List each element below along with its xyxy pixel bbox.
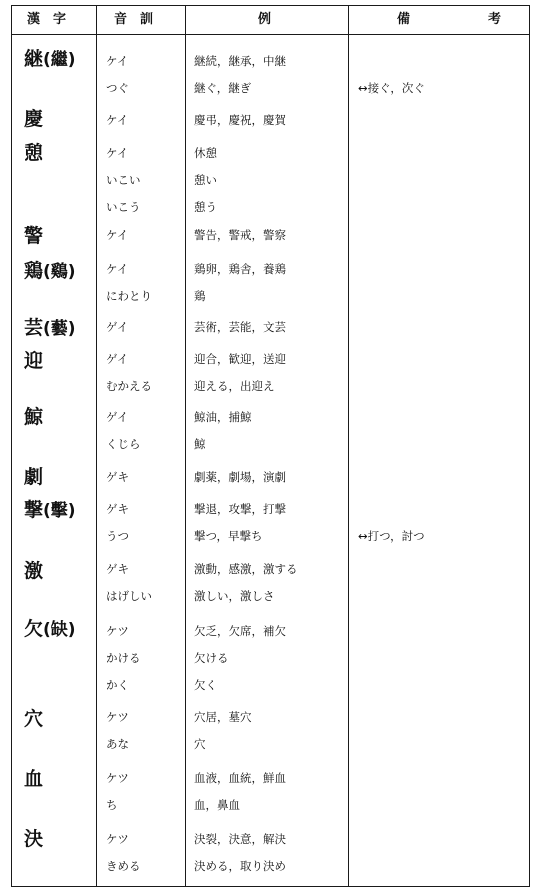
kanji-cell: 穴 [24,708,44,730]
header-notes: 備 考 [397,12,502,27]
reading-cell: ケイ [106,113,129,127]
examples-cell: 激動，感激，激する 激しい，激しさ [194,562,298,603]
examples-cell: 血液，血統，鮮血 血，鼻血 [194,771,286,812]
kanji-cell: 慶 [24,108,44,130]
reading-cell: ケツ あな [106,710,129,751]
kanji-cell: 迎 [24,350,44,372]
examples-cell: 鶏卵，鶏舎，養鶏 鶏 [194,262,286,303]
kanji-cell: 憩 [24,142,44,164]
kanji-cell: 撃(擊) [24,499,76,521]
examples-cell: 決裂，決意，解決 決める，取り決め [194,832,286,873]
examples-cell: 撃退，攻撃，打撃 撃つ，早撃ち [194,502,286,543]
examples-cell: 警告，警戒，警察 [194,228,286,242]
reading-cell: ケイ にわとり [106,262,152,303]
reading-cell: ゲイ むかえる [106,352,152,393]
header-kanji: 漢 字 [27,12,67,27]
kanji-cell: 激 [24,560,44,582]
table-frame [11,5,530,887]
column-divider [348,5,349,887]
reading-cell: ケイ いこい いこう [106,146,141,214]
column-divider [96,5,97,887]
examples-cell: 劇薬，劇場，演劇 [194,470,286,484]
kanji-cell: 決 [24,828,44,850]
header-reading: 音 訓 [114,12,154,27]
examples-cell: 欠乏，欠席，補欠 欠ける 欠く [194,624,286,692]
reading-cell: ケイ つぐ [106,54,129,95]
kanji-cell: 血 [24,768,44,790]
examples-cell: 継続，継承，中継 継ぐ，継ぎ [194,54,286,95]
reading-cell: ケイ [106,228,129,242]
reading-cell: ゲキ [106,470,129,484]
examples-cell: 鯨油，捕鯨 鯨 [194,410,252,451]
reading-cell: ゲキ うつ [106,502,129,543]
kanji-cell: 芸(藝) [24,317,76,339]
kanji-cell: 鯨 [24,406,44,428]
kanji-cell: 警 [24,225,44,247]
column-divider [185,5,186,887]
header-divider [11,34,530,35]
reading-cell: ケツ ち [106,771,129,812]
examples-cell: 迎合，歓迎，送迎 迎える，出迎え [194,352,286,393]
kanji-cell: 鶏(鷄) [24,260,76,282]
reading-cell: ケツ きめる [106,832,141,873]
examples-cell: 芸術，芸能，文芸 [194,320,286,334]
reading-cell: ゲキ はげしい [106,562,152,603]
examples-cell: 休憩 憩い 憩う [194,146,217,214]
examples-cell: 穴居，墓穴 穴 [194,710,252,751]
kanji-cell: 継(繼) [24,48,76,70]
notes-cell: ↔接ぐ，次ぐ [358,81,425,95]
reading-cell: ゲイ くじら [106,410,141,451]
header-examples: 例 [258,12,272,27]
notes-cell: ↔打つ，討つ [358,529,425,543]
reading-cell: ゲイ [106,320,129,334]
reading-cell: ケツ かける かく [106,624,141,692]
kanji-cell: 劇 [24,466,44,488]
examples-cell: 慶弔，慶祝，慶賀 [194,113,286,127]
kanji-cell: 欠(缺) [24,618,76,640]
